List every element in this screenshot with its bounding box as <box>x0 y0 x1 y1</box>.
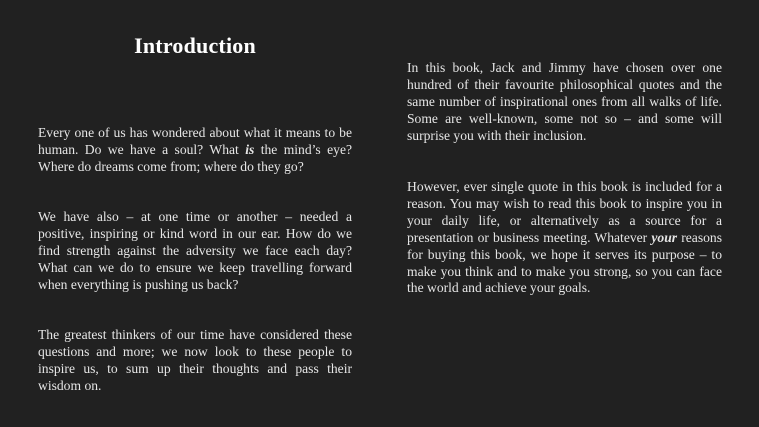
right-paragraph-2-text: However, ever single quote in this book is included for a reason. You may wish to read this book to inspire you in your daily life, or alternatively as a source for a presentation or business meeting. Whatever <box>407 179 722 245</box>
left-paragraph-3: The greatest thinkers of our time have considered these questions and more; we now look to these people to inspire us, to sum up their thoughts and pass their wisdom on. <box>38 327 352 393</box>
left-paragraph-1 <box>38 125 352 176</box>
left-paragraph-1-text: Every one of us has wondered about what it means to be human. Do we have a soul? What <box>38 125 352 157</box>
left-paragraph-2: We have also – at one time or another – needed a positive, inspiring or kind word in our ear. How do we find strength against the adversity we face each day? What can we do to ensure we keep travelling forward when everything is pushing us back? <box>38 209 352 292</box>
right-paragraph-2 <box>407 179 722 297</box>
left-paragraph-1-emphasis: is <box>245 141 255 157</box>
right-paragraph-2-emphasis: your <box>651 229 678 245</box>
right-paragraph-2-tail: reasons for buying this book, we hope it serves its purpose – to make you think and to make you strong, so you can face the world and achieve your goals. <box>407 229 722 296</box>
page-title: Introduction <box>134 33 256 58</box>
right-paragraph-1: In this book, Jack and Jimmy have chosen over one hundred of their favourite philosophical quotes and the same number of inspirational ones from all walks of life. Some are well-known, some not so – and some will surprise you with their inclusion. <box>407 60 722 143</box>
left-paragraph-1-tail: the mind’s eye? Where do dreams come from; where do they go? <box>38 141 353 174</box>
